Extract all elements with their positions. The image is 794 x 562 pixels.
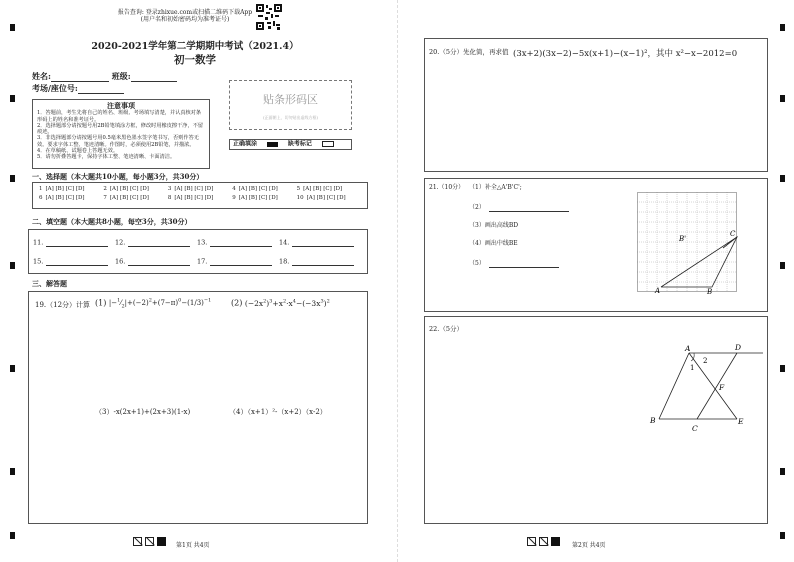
mc-question-number: 6 bbox=[39, 195, 43, 202]
mc-options[interactable]: [A] [B] [C] [D] bbox=[174, 195, 214, 202]
report-note-line: 报告查询: 登录zhixue.com或扫描二维码下载App bbox=[117, 9, 253, 16]
q19-label: 19.（12分）计算 bbox=[35, 301, 91, 309]
mc-options[interactable]: [A] [B] [C] [D] bbox=[109, 195, 149, 202]
fill-blank[interactable] bbox=[33, 239, 115, 247]
notice-item: 3．非选择题部分请按题号用0.5毫米黑色墨水签字笔书写，否则作答无效。要求字体工整、笔迹清晰。作图时，必须使用2B铅笔，并描浓。 bbox=[37, 135, 199, 148]
filled-bubble-icon bbox=[267, 142, 278, 147]
mc-answer-box bbox=[32, 182, 368, 209]
slash-box-icon bbox=[527, 537, 536, 546]
q20-label: 20.（5分）先化简，再求值 bbox=[429, 48, 509, 56]
fill-blank[interactable] bbox=[33, 258, 115, 266]
q19-part1: (1) $|-^1⁄_2|+(-2)^2+(7-\pi)^0-(1/3)^{-1}$ bbox=[95, 298, 212, 310]
mc-question[interactable] bbox=[39, 186, 103, 192]
timing-mark bbox=[780, 262, 785, 269]
mc-row bbox=[39, 195, 361, 201]
mc-question-number: 4 bbox=[232, 186, 236, 192]
report-note bbox=[110, 10, 260, 24]
q19-answer-box[interactable] bbox=[28, 291, 368, 524]
notice-box bbox=[32, 99, 210, 169]
page-number: 第1页 共4页 bbox=[176, 542, 210, 549]
label-f: F bbox=[719, 383, 725, 392]
q21-answer-box[interactable] bbox=[424, 178, 768, 312]
mc-options[interactable]: [A] [B] [C] [D] bbox=[303, 186, 343, 192]
label-a: A bbox=[655, 287, 661, 295]
timing-mark bbox=[780, 95, 785, 102]
fill-blank[interactable] bbox=[279, 258, 361, 266]
absent-checkbox[interactable] bbox=[322, 141, 334, 147]
notice-title: 注意事项 bbox=[107, 101, 135, 110]
page-footer-icons bbox=[527, 531, 560, 550]
barcode-text: 贴条形码区 bbox=[263, 93, 318, 106]
page-number: 第2页 共4页 bbox=[572, 542, 606, 549]
report-note-line: (用户名和初始密码均为准考证号) bbox=[140, 15, 230, 23]
black-square-icon bbox=[551, 537, 560, 546]
mc-options[interactable]: [A] [B] [C] [D] bbox=[238, 186, 278, 192]
fill-number: 17. bbox=[197, 257, 208, 266]
notice-item: 1．答题前，考生先将自己的姓名、班级、考场填写清楚，并认真核对条形码上的姓名和准考证号。 bbox=[37, 110, 202, 123]
fill-number: 18. bbox=[279, 257, 290, 266]
mc-question[interactable] bbox=[232, 186, 296, 192]
class-label: 班级: bbox=[111, 71, 131, 81]
black-square-icon bbox=[157, 537, 166, 546]
mc-options[interactable]: [A] [B] [C] [D] bbox=[45, 186, 85, 192]
fill-answer-box bbox=[28, 229, 368, 274]
fill-number: 11. bbox=[33, 238, 44, 247]
notice-item: 2．选择题部分请按题号用2B铅笔填涂方框，修改时用橡皮擦干净，不留痕迹。 bbox=[37, 122, 204, 136]
room-field[interactable] bbox=[32, 84, 124, 94]
page-divider bbox=[397, 0, 398, 562]
label-angle-2: 2 bbox=[703, 357, 708, 365]
q22-label: 22.（5分） bbox=[429, 325, 463, 333]
label-d: D bbox=[735, 343, 742, 352]
fill-blank[interactable] bbox=[115, 258, 197, 266]
exam-title: 2020-2021学年第二学期期中考试（2021.4） bbox=[91, 41, 299, 52]
fill-number: 12. bbox=[115, 238, 126, 247]
slash-box-icon bbox=[539, 537, 548, 546]
barcode-note: (正面朝上，切勿贴出虚线方框) bbox=[262, 115, 319, 120]
mc-question-number: 9 bbox=[232, 195, 236, 202]
fill-number: 14. bbox=[279, 238, 290, 247]
label-e: E bbox=[738, 417, 744, 426]
q21-item-1: （1）补全△A'B'C'; bbox=[469, 184, 522, 191]
mc-question[interactable] bbox=[168, 186, 232, 192]
label-b-prime: B' bbox=[679, 235, 687, 243]
slash-box-icon bbox=[145, 537, 154, 546]
q20-expression: (3x+2)(3x−2)−5x(x+1)−(x−1)²，其中 x²−x−2012=0 bbox=[513, 49, 738, 59]
q21-grid-figure bbox=[637, 192, 747, 298]
mc-question[interactable] bbox=[168, 195, 232, 201]
timing-mark bbox=[780, 175, 785, 182]
fill-number: 16. bbox=[115, 257, 126, 266]
notice-item: 5．请勿折叠答题卡，保持字体工整、笔迹清晰、卡面清洁。 bbox=[37, 154, 176, 161]
timing-mark bbox=[10, 24, 15, 31]
section-1-title: 一、选择题（本大题共10小题，每小题3分，共30分） bbox=[32, 172, 204, 181]
mc-question[interactable] bbox=[297, 186, 361, 192]
mc-question-number: 8 bbox=[167, 195, 172, 202]
fill-blank[interactable] bbox=[197, 258, 279, 266]
mc-options[interactable]: [A] [B] [C] [D] bbox=[174, 186, 214, 192]
q22-geometry-figure bbox=[645, 339, 769, 435]
section-2-title: 二、填空题（本大题共8小题，每空3分，共30分） bbox=[32, 217, 192, 226]
mc-question[interactable] bbox=[39, 195, 103, 201]
mc-options[interactable]: [A] [B] [C] [D] bbox=[45, 195, 85, 202]
q21-label: 21.（10分） bbox=[429, 184, 465, 191]
room-label: 考场/座位号: bbox=[32, 83, 78, 93]
mc-question-number: 1 bbox=[39, 186, 43, 192]
fill-blank[interactable] bbox=[115, 239, 197, 247]
segment-bp-c bbox=[723, 237, 737, 248]
mc-question[interactable] bbox=[232, 195, 296, 201]
q21-item-3: （3）画出高线BD bbox=[469, 222, 519, 229]
q19-part1-label: (1) bbox=[95, 298, 107, 308]
mc-question-number: 7 bbox=[103, 195, 107, 202]
mc-question-number: 10 bbox=[296, 195, 304, 202]
mc-options[interactable]: [A] [B] [C] [D] bbox=[238, 195, 278, 202]
label-c: C bbox=[692, 424, 698, 433]
fill-blank[interactable] bbox=[279, 239, 361, 247]
q21-item-2: （2） bbox=[469, 204, 569, 212]
q19-part2: (2) $(-2x^2)^3+x^2\cdot x^4-(-3x^3)^2$ bbox=[231, 298, 330, 308]
mc-question[interactable] bbox=[103, 195, 167, 201]
mc-question[interactable] bbox=[103, 186, 167, 192]
barcode-area bbox=[229, 80, 352, 130]
label-a: A bbox=[685, 344, 691, 353]
timing-mark bbox=[10, 365, 15, 372]
absent-label: 缺考标记 bbox=[287, 140, 312, 148]
mc-question[interactable] bbox=[297, 195, 361, 201]
fill-blank[interactable] bbox=[197, 239, 279, 247]
mc-options[interactable]: [A] [B] [C] [D] bbox=[306, 195, 346, 202]
notice-item: 4．在草稿纸、试题卷上答题无效。 bbox=[37, 147, 119, 154]
exam-subtitle: 初一数学 bbox=[174, 54, 216, 66]
timing-mark bbox=[10, 532, 15, 539]
section-3-title: 三、解答题 bbox=[32, 279, 67, 288]
fill-example-row bbox=[229, 139, 352, 150]
q19-part4: （4）（x+1）²-（x+2）（x-2） bbox=[229, 408, 327, 416]
timing-mark bbox=[10, 468, 15, 475]
timing-mark bbox=[10, 175, 15, 182]
q19-part3: （3）-x(2x+1)+(2x+3)(1-x) bbox=[95, 408, 191, 416]
label-angle-1: 1 bbox=[690, 364, 695, 372]
timing-mark bbox=[780, 24, 785, 31]
mc-question-number: 3 bbox=[167, 186, 172, 192]
slash-box-icon bbox=[133, 537, 142, 546]
fill-example-label: 正确填涂 bbox=[233, 140, 258, 148]
q21-item-5: （5） bbox=[469, 260, 559, 268]
mc-row bbox=[39, 186, 361, 192]
timing-mark bbox=[10, 262, 15, 269]
timing-mark bbox=[780, 365, 785, 372]
qr-code bbox=[256, 4, 282, 30]
q19-part2-label: (2) bbox=[231, 298, 243, 308]
label-b: B bbox=[650, 416, 656, 425]
name-label: 姓名: bbox=[32, 71, 51, 81]
timing-mark bbox=[10, 95, 15, 102]
mc-question-number: 5 bbox=[296, 186, 301, 192]
mc-question-number: 2 bbox=[103, 186, 107, 192]
fill-number: 13. bbox=[197, 238, 208, 247]
fill-row bbox=[29, 247, 367, 266]
name-field[interactable] bbox=[32, 72, 177, 82]
timing-mark bbox=[780, 532, 785, 539]
q20-answer-box[interactable] bbox=[424, 38, 768, 172]
label-b: B bbox=[707, 288, 713, 296]
mc-options[interactable]: [A] [B] [C] [D] bbox=[109, 186, 149, 192]
fill-row bbox=[29, 230, 367, 247]
fill-number: 15. bbox=[33, 257, 44, 266]
q21-item-4: （4）画出中线BE bbox=[469, 240, 518, 247]
timing-mark bbox=[780, 468, 785, 475]
q22-answer-box[interactable] bbox=[424, 316, 768, 524]
label-c: C bbox=[730, 230, 736, 238]
page-footer-icons bbox=[133, 531, 166, 550]
